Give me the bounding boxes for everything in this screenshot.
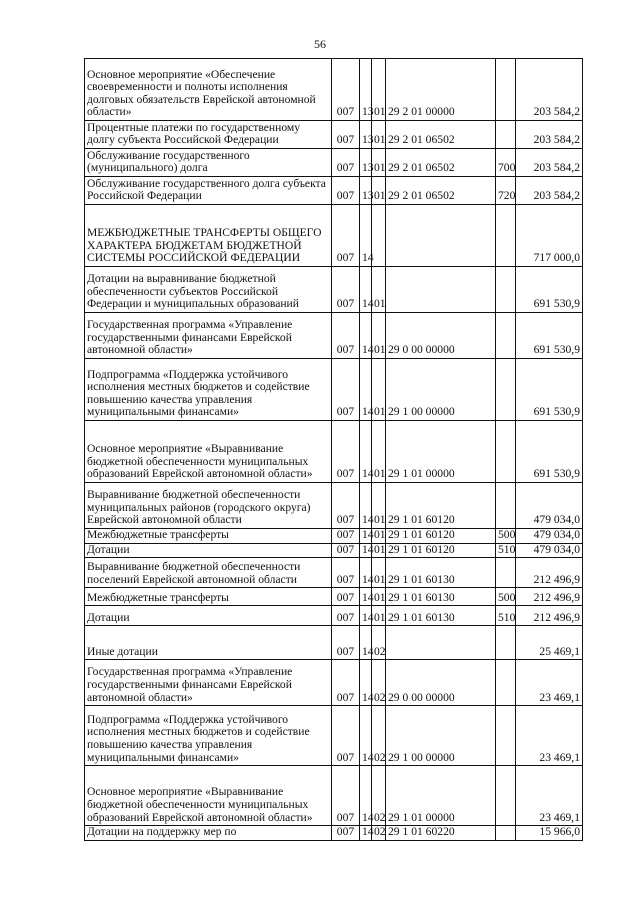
vr-code (496, 483, 516, 529)
table-row (85, 267, 583, 313)
ved-code: 007 (332, 543, 360, 558)
table-row (85, 706, 583, 766)
rz-code: 14 (360, 588, 372, 606)
row-name: Процентные платежи по государственному долгу субъекта Российской Федерации (85, 121, 332, 149)
csr-code: 29 1 01 60130 (386, 558, 496, 588)
pr-code: 01 (372, 313, 386, 359)
vr-code (496, 59, 516, 121)
budget-table (84, 58, 583, 841)
csr-code: 29 1 00 00000 (386, 706, 496, 766)
row-sum: 212 496,9 (516, 588, 583, 606)
vr-code: 500 (496, 588, 516, 606)
pr-code: 01 (372, 543, 386, 558)
row-name: Дотации на поддержку мер по (85, 826, 332, 841)
row-sum: 203 584,2 (516, 149, 583, 177)
rz-code: 13 (360, 177, 372, 205)
pr-code: 01 (372, 359, 386, 421)
csr-code (386, 267, 496, 313)
row-name: Подпрограмма «Поддержка устойчивого исполнения местных бюджетов и содействие повышению качества управления муниципальными финансами» (85, 359, 332, 421)
table-row (85, 177, 583, 205)
vr-code: 720 (496, 177, 516, 205)
csr-code: 29 1 01 60120 (386, 543, 496, 558)
ved-code: 007 (332, 606, 360, 626)
ved-code: 007 (332, 558, 360, 588)
rz-code: 14 (360, 766, 372, 826)
table-row (85, 529, 583, 544)
rz-code: 14 (360, 606, 372, 626)
vr-code (496, 766, 516, 826)
rz-code: 14 (360, 626, 372, 660)
rz-code: 14 (360, 543, 372, 558)
csr-code: 29 1 01 60130 (386, 588, 496, 606)
table-row (85, 543, 583, 558)
pr-code: 01 (372, 177, 386, 205)
table-row (85, 313, 583, 359)
row-name: Межбюджетные трансферты (85, 529, 332, 544)
rz-code: 14 (360, 359, 372, 421)
rz-code: 14 (360, 267, 372, 313)
table-row (85, 359, 583, 421)
row-sum: 23 469,1 (516, 706, 583, 766)
row-sum: 203 584,2 (516, 59, 583, 121)
row-sum: 691 530,9 (516, 267, 583, 313)
row-sum: 23 469,1 (516, 660, 583, 706)
row-sum: 479 034,0 (516, 529, 583, 544)
row-sum: 691 530,9 (516, 421, 583, 483)
row-sum: 25 469,1 (516, 626, 583, 660)
vr-code (496, 121, 516, 149)
ved-code: 007 (332, 149, 360, 177)
row-sum: 717 000,0 (516, 205, 583, 267)
row-name: Основное мероприятие «Обеспечение своевременности и полноты исполнения долговых обязательств Еврейской автономной области» (85, 59, 332, 121)
vr-code (496, 706, 516, 766)
vr-code (496, 267, 516, 313)
pr-code: 02 (372, 826, 386, 841)
row-name: Обслуживание государственного (муниципального) долга (85, 149, 332, 177)
row-name: Дотации (85, 543, 332, 558)
ved-code: 007 (332, 626, 360, 660)
row-sum: 15 966,0 (516, 826, 583, 841)
pr-code: 02 (372, 626, 386, 660)
csr-code: 29 0 00 00000 (386, 313, 496, 359)
table-row (85, 483, 583, 529)
vr-code (496, 558, 516, 588)
row-name: Государственная программа «Управление государственными финансами Еврейской автономной области» (85, 313, 332, 359)
ved-code: 007 (332, 826, 360, 841)
table-row (85, 588, 583, 606)
pr-code: 02 (372, 706, 386, 766)
rz-code: 14 (360, 483, 372, 529)
pr-code: 01 (372, 483, 386, 529)
table-row (85, 558, 583, 588)
table-row (85, 606, 583, 626)
table-row (85, 660, 583, 706)
csr-code (386, 205, 496, 267)
row-sum: 691 530,9 (516, 313, 583, 359)
csr-code: 29 2 01 06502 (386, 177, 496, 205)
vr-code: 500 (496, 529, 516, 544)
csr-code: 29 1 01 00000 (386, 421, 496, 483)
table-row (85, 205, 583, 267)
rz-code: 14 (360, 529, 372, 544)
table-row (85, 626, 583, 660)
pr-code: 01 (372, 149, 386, 177)
table-row (85, 121, 583, 149)
row-sum: 479 034,0 (516, 483, 583, 529)
pr-code: 01 (372, 267, 386, 313)
table-row (85, 826, 583, 841)
csr-code (386, 626, 496, 660)
pr-code: 01 (372, 421, 386, 483)
page-number: 56 (314, 37, 326, 51)
rz-code: 13 (360, 121, 372, 149)
row-name: Дотации на выравнивание бюджетной обеспеченности субъектов Российской Федерации и муниципальных образований (85, 267, 332, 313)
table-row (85, 59, 583, 121)
vr-code (496, 359, 516, 421)
pr-code: 01 (372, 606, 386, 626)
ved-code: 007 (332, 766, 360, 826)
ved-code: 007 (332, 205, 360, 267)
csr-code: 29 1 01 60220 (386, 826, 496, 841)
pr-code: 01 (372, 529, 386, 544)
csr-code: 29 0 00 00000 (386, 660, 496, 706)
pr-code: 02 (372, 766, 386, 826)
ved-code: 007 (332, 313, 360, 359)
row-name: Подпрограмма «Поддержка устойчивого исполнения местных бюджетов и содействие повышению качества управления муниципальными финансами» (85, 706, 332, 766)
vr-code (496, 421, 516, 483)
ved-code: 007 (332, 421, 360, 483)
rz-code: 14 (360, 313, 372, 359)
rz-code: 14 (360, 826, 372, 841)
vr-code: 700 (496, 149, 516, 177)
csr-code: 29 1 01 60120 (386, 483, 496, 529)
vr-code: 510 (496, 543, 516, 558)
row-name: Обслуживание государственного долга субъекта Российской Федерации (85, 177, 332, 205)
row-sum: 203 584,2 (516, 121, 583, 149)
row-name: Основное мероприятие «Выравнивание бюджетной обеспеченности муниципальных образований Еврейской автономной области» (85, 766, 332, 826)
csr-code: 29 2 01 06502 (386, 149, 496, 177)
row-sum: 212 496,9 (516, 558, 583, 588)
row-name: Иные дотации (85, 626, 332, 660)
ved-code: 007 (332, 483, 360, 529)
rz-code: 13 (360, 59, 372, 121)
row-name: Межбюджетные трансферты (85, 588, 332, 606)
vr-code (496, 313, 516, 359)
rz-code: 13 (360, 149, 372, 177)
vr-code (496, 626, 516, 660)
ved-code: 007 (332, 529, 360, 544)
table-row (85, 766, 583, 826)
pr-code: 01 (372, 588, 386, 606)
vr-code (496, 205, 516, 267)
csr-code: 29 2 01 06502 (386, 121, 496, 149)
ved-code: 007 (332, 660, 360, 706)
ved-code: 007 (332, 121, 360, 149)
csr-code: 29 2 01 00000 (386, 59, 496, 121)
ved-code: 007 (332, 706, 360, 766)
row-name: Выравнивание бюджетной обеспеченности муниципальных районов (городского округа) Еврейской автономной области (85, 483, 332, 529)
rz-code: 14 (360, 660, 372, 706)
vr-code: 510 (496, 606, 516, 626)
ved-code: 007 (332, 177, 360, 205)
row-sum: 479 034,0 (516, 543, 583, 558)
pr-code: 01 (372, 59, 386, 121)
row-name: Дотации (85, 606, 332, 626)
ved-code: 007 (332, 267, 360, 313)
vr-code (496, 826, 516, 841)
row-sum: 691 530,9 (516, 359, 583, 421)
row-sum: 212 496,9 (516, 606, 583, 626)
table-row (85, 421, 583, 483)
ved-code: 007 (332, 588, 360, 606)
csr-code: 29 1 01 60120 (386, 529, 496, 544)
ved-code: 007 (332, 59, 360, 121)
row-sum: 203 584,2 (516, 177, 583, 205)
rz-code: 14 (360, 421, 372, 483)
csr-code: 29 1 01 00000 (386, 766, 496, 826)
table-row (85, 149, 583, 177)
csr-code: 29 1 00 00000 (386, 359, 496, 421)
vr-code (496, 660, 516, 706)
row-sum: 23 469,1 (516, 766, 583, 826)
pr-code: 01 (372, 121, 386, 149)
pr-code: 02 (372, 660, 386, 706)
ved-code: 007 (332, 359, 360, 421)
row-name: МЕЖБЮДЖЕТНЫЕ ТРАНСФЕРТЫ ОБЩЕГО ХАРАКТЕРА БЮДЖЕТАМ БЮДЖЕТНОЙ СИСТЕМЫ РОССИЙСКОЙ ФЕДЕРАЦИИ (85, 205, 332, 267)
row-name: Выравнивание бюджетной обеспеченности поселений Еврейской автономной области (85, 558, 332, 588)
rz-code: 14 (360, 706, 372, 766)
csr-code: 29 1 01 60130 (386, 606, 496, 626)
row-name: Государственная программа «Управление государственными финансами Еврейской автономной области» (85, 660, 332, 706)
pr-code: 01 (372, 558, 386, 588)
rz-code: 14 (360, 205, 372, 267)
rz-code: 14 (360, 558, 372, 588)
row-name: Основное мероприятие «Выравнивание бюджетной обеспеченности муниципальных образований Еврейской автономной области» (85, 421, 332, 483)
